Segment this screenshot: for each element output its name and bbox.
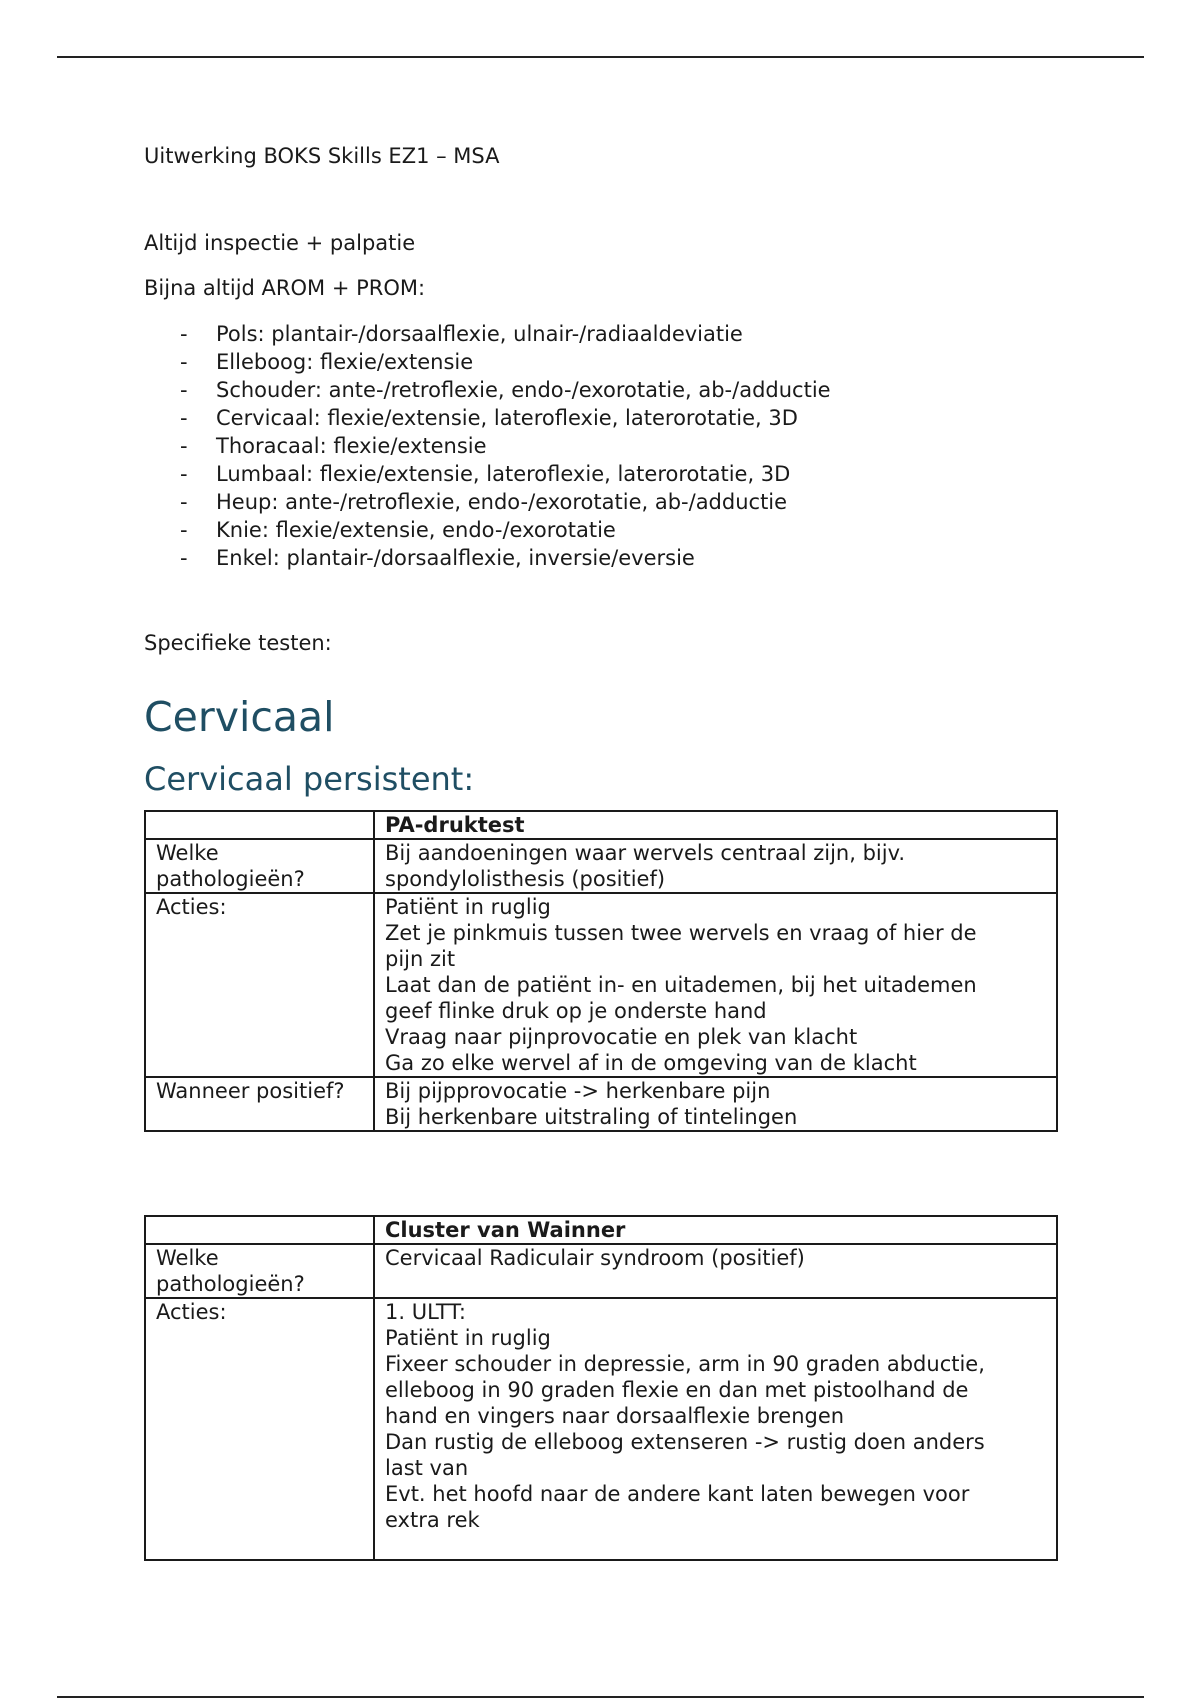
empty-cell bbox=[145, 811, 374, 839]
pathologies-cell: Cervicaal Radiculair syndroom (positief) bbox=[374, 1244, 1057, 1298]
document-title: Uitwerking BOKS Skills EZ1 – MSA bbox=[144, 144, 500, 168]
specific-tests-label: Specifieke testen: bbox=[144, 631, 332, 655]
row-label: Acties: bbox=[145, 1298, 374, 1560]
empty-cell bbox=[145, 1216, 374, 1244]
list-item: - Cervicaal: flexie/extensie, lateroflexie, laterorotatie, 3D bbox=[180, 406, 798, 430]
list-item: - Pols: plantair-/dorsaalflexie, ulnair-/radiaaldeviatie bbox=[180, 322, 743, 346]
table-row bbox=[145, 893, 1057, 1077]
actions-cell: 1. ULTT: Patiënt in ruglig Fixeer schouder in depressie, arm in 90 graden abductie, elleboog in 90 graden flexie en dan met pistoolhand de hand en vingers naar dorsaalflexie brengen Dan rustig de elleboog extenseren -> rustig doen anders last van Evt. het hoofd naar de andere kant laten bewegen voor extra rek bbox=[374, 1298, 1057, 1560]
list-item: - Schouder: ante-/retroflexie, endo-/exorotatie, ab-/adductie bbox=[180, 378, 831, 402]
table-row bbox=[145, 1298, 1057, 1560]
list-item: - Enkel: plantair-/dorsaalflexie, inversie/eversie bbox=[180, 546, 695, 570]
pa-druktest-table bbox=[144, 810, 1058, 1132]
list-item: - Knie: flexie/extensie, endo-/exorotatie bbox=[180, 518, 616, 542]
table-row bbox=[145, 839, 1057, 893]
row-label: Acties: bbox=[145, 893, 374, 1077]
pathologies-cell: Bij aandoeningen waar wervels centraal zijn, bijv. spondylolisthesis (positief) bbox=[374, 839, 1057, 893]
list-item: - Lumbaal: flexie/extensie, lateroflexie, laterorotatie, 3D bbox=[180, 462, 791, 486]
rom-list bbox=[180, 320, 831, 572]
heading-cervicaal-persistent: Cervicaal persistent: bbox=[144, 760, 475, 798]
list-item: - Thoracaal: flexie/extensie bbox=[180, 434, 487, 458]
table-header: PA-druktest bbox=[374, 811, 1057, 839]
table-header: Cluster van Wainner bbox=[374, 1216, 1057, 1244]
footer-rule bbox=[57, 1696, 1144, 1698]
header-rule bbox=[57, 56, 1144, 58]
row-label: Wanneer positief? bbox=[145, 1077, 374, 1131]
list-item: - Heup: ante-/retroflexie, endo-/exorotatie, ab-/adductie bbox=[180, 490, 788, 514]
row-label: Welke pathologieën? bbox=[145, 839, 374, 893]
positive-cell: Bij pijpprovocatie -> herkenbare pijn Bij herkenbare uitstraling of tintelingen bbox=[374, 1077, 1057, 1131]
table-row bbox=[145, 1244, 1057, 1298]
table-row bbox=[145, 811, 1057, 839]
intro-inspection: Altijd inspectie + palpatie bbox=[144, 231, 416, 255]
table-row bbox=[145, 1216, 1057, 1244]
list-item: - Elleboog: flexie/extensie bbox=[180, 350, 474, 374]
table-row bbox=[145, 1077, 1057, 1131]
intro-rom: Bijna altijd AROM + PROM: bbox=[144, 276, 426, 300]
cluster-van-wainner-table bbox=[144, 1215, 1058, 1561]
actions-cell: Patiënt in ruglig Zet je pinkmuis tussen twee wervels en vraag of hier de pijn zit Laat dan de patiënt in- en uitademen, bij het uitademen geef flinke druk op je onderste hand Vraag naar pijnprovocatie en plek van klacht Ga zo elke wervel af in de omgeving van de klacht bbox=[374, 893, 1057, 1077]
row-label: Welke pathologieën? bbox=[145, 1244, 374, 1298]
heading-cervicaal: Cervicaal bbox=[144, 693, 335, 741]
